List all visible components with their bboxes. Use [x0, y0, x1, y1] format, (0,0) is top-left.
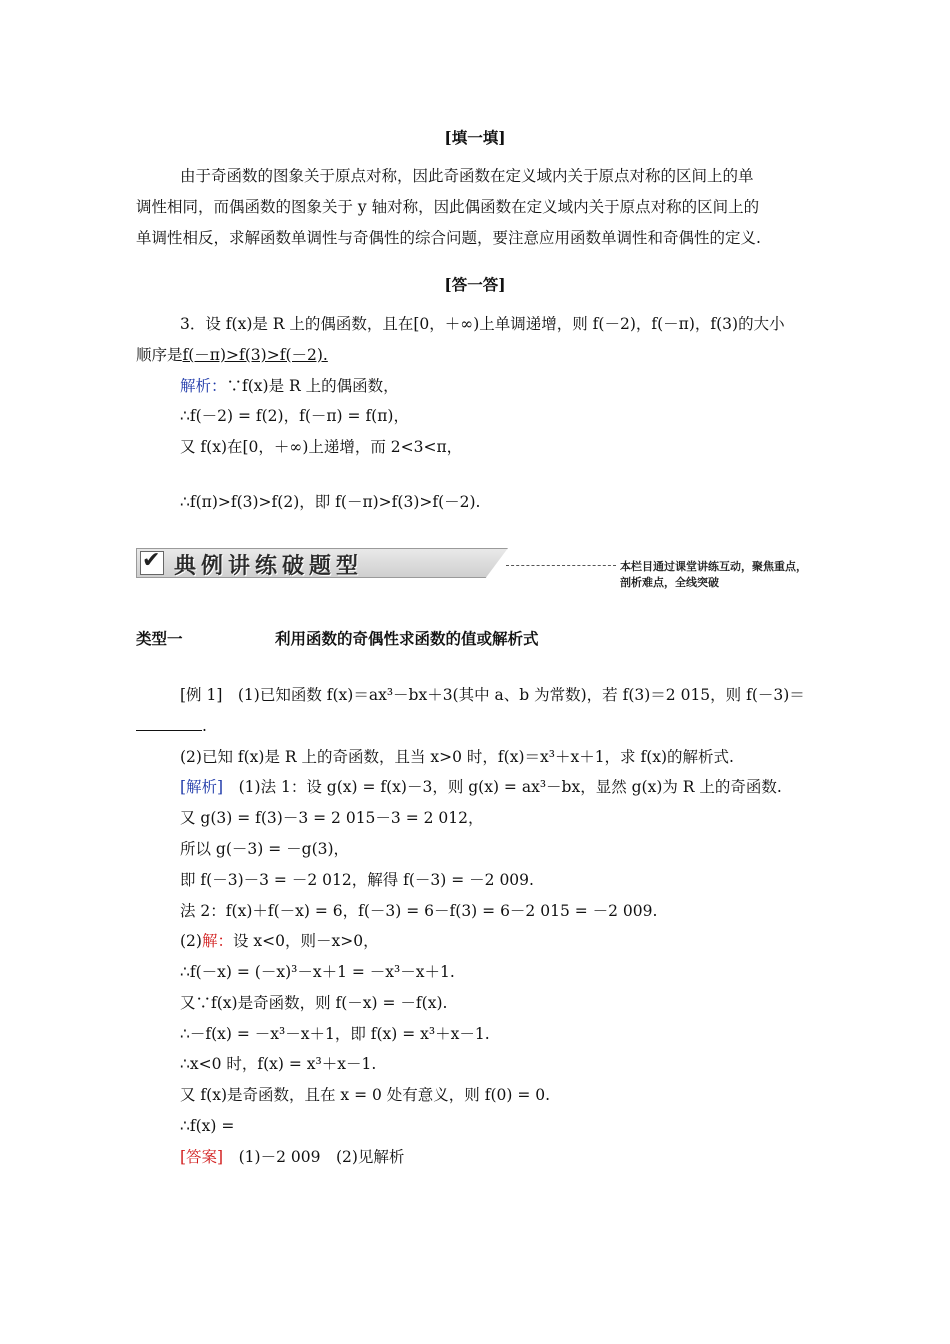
solution-line-10: ∴x<0 时，f(x) = x³＋x－1.	[180, 1055, 377, 1073]
fill-heading: [填一填]	[444, 128, 506, 147]
final-answer-line	[180, 1146, 404, 1168]
solution-line-9: ∴－f(x) = －x³－x＋1，即 f(x) = x³＋x－1.	[180, 1025, 490, 1043]
solution-line-5: 法 2：f(x)＋f(－x) = 6，f(－3) = 6－f(3) = 6－2 015 = －2 009.	[180, 902, 658, 920]
section-banner	[134, 546, 810, 589]
check-mark: ✔	[142, 548, 161, 573]
analysis-label: 解析：	[180, 377, 227, 395]
type-label: 类型一	[136, 629, 183, 648]
banner-dashed-line	[506, 565, 616, 566]
solution-line-3: 所以 g(－3) = －g(3)，	[180, 840, 350, 858]
fill-line-3: 单调性相反，求解函数单调性与奇偶性的综合问题，要注意应用函数单调性和奇偶性的定义.	[136, 229, 761, 247]
solution-part2-label: 解：	[201, 932, 233, 950]
solution-line-11: 又 f(x)是奇函数，且在 x = 0 处有意义，则 f(0) = 0.	[180, 1086, 551, 1104]
solution-line-7: ∴f(－x) = (－x)³－x＋1 = －x³－x＋1.	[180, 963, 455, 981]
type-title: 利用函数的奇偶性求函数的值或解析式	[275, 629, 539, 648]
solution-part2-text: 设 x<0，则－x>0，	[232, 932, 379, 950]
final-answer-label: [答案]	[180, 1148, 224, 1166]
question-line-2	[136, 344, 328, 366]
answer-blank	[136, 716, 202, 731]
analysis-text-1: ∵f(x)是 R 上的偶函数，	[226, 377, 399, 395]
solution-part2-prefix: (2)	[180, 932, 202, 950]
analysis-line-2: ∴f(－2) = f(2)，f(－π) = f(π)，	[180, 407, 409, 425]
question-answer: f(－π)>f(3)>f(－2).	[182, 346, 328, 364]
solution-line-2: 又 g(3) = f(3)－3 = 2 015－3 = 2 012，	[180, 809, 484, 827]
example-line-2	[136, 715, 207, 737]
banner-title: 典例讲练破题型	[174, 554, 364, 579]
example-line-2-tail: .	[202, 717, 207, 735]
fill-line-1: 由于奇函数的图象关于原点对称，因此奇函数在定义域内关于原点对称的区间上的单	[180, 167, 754, 185]
solution-line-1	[180, 776, 782, 798]
analysis-line-1	[180, 375, 399, 397]
solution-line-8: 又∵f(x)是奇函数，则 f(－x) = －f(x).	[180, 994, 448, 1012]
analysis-line-3: 又 f(x)在[0，＋∞)上递增，而 2<3<π，	[180, 438, 463, 456]
solution-label: [解析]	[180, 778, 224, 796]
solution-line-6	[180, 930, 379, 952]
example-line-3: (2)已知 f(x)是 R 上的奇函数，且当 x>0 时，f(x)＝x³＋x＋1，求 f(x)的解析式.	[180, 748, 734, 766]
solution-text-1: (1)法 1：设 g(x) = f(x)－3，则 g(x) = ax³－bx，显然 g(x)为 R 上的奇函数.	[223, 778, 782, 796]
solution-line-12: ∴f(x) =	[180, 1117, 235, 1135]
answer-heading: [答一答]	[444, 275, 506, 294]
analysis-line-4: ∴f(π)>f(3)>f(2)，即 f(－π)>f(3)>f(－2).	[180, 493, 481, 511]
final-answer-text: (1)－2 009 (2)见解析	[223, 1148, 405, 1166]
banner-description: 本栏目通过课堂讲练互动，聚焦重点，剖析难点，全线突破	[620, 560, 807, 589]
fill-line-2: 调性相同，而偶函数的图象关于 y 轴对称，因此偶函数在定义域内关于原点对称的区间上的	[136, 198, 760, 216]
question-line-1: 3．设 f(x)是 R 上的偶函数，且在[0，＋∞)上单调递增，则 f(－2)，f(－π)，f(3)的大小	[180, 315, 785, 333]
check-icon	[140, 548, 164, 575]
question-prefix: 顺序是	[136, 346, 183, 364]
example-line-1: [例 1] (1)已知函数 f(x)＝ax³－bx＋3(其中 a、b 为常数)，若 f(3)＝2 015，则 f(－3)＝	[180, 686, 805, 704]
solution-line-4: 即 f(－3)－3 = －2 012，解得 f(－3) = －2 009.	[180, 871, 534, 889]
